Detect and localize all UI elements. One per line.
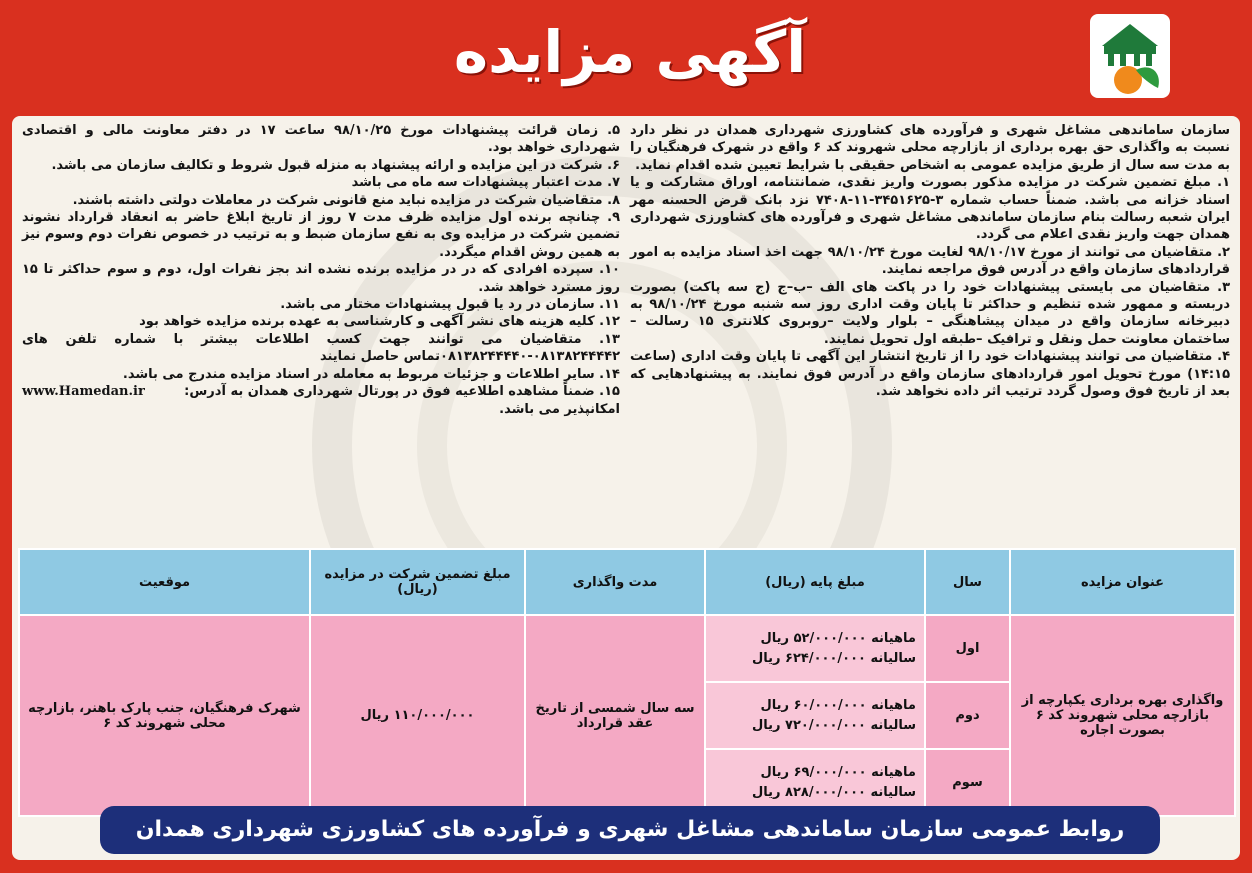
condition-7: ۷. مدت اعتبار پیشنهادات سه ماه می باشد bbox=[351, 175, 620, 191]
intro-paragraph: سازمان ساماندهی مشاغل شهری و فرآورده های کشاورزی شهرداری همدان در نظر دارد نسبت به واگذاری حق بهره برداری از بازارچه محلی شهروند کد ۶ واقع در شهرک فرهنگیان را به مدت سه سال از طریق مزایده عمومی به اشخاص حقیقی با شرایط تعیین شده اقدام نماید. bbox=[630, 123, 1231, 173]
year-cell: سوم bbox=[925, 749, 1010, 816]
monthly-amount: ماهیانه ۶۹/۰۰۰/۰۰۰ ریال bbox=[760, 764, 916, 780]
condition-1: ۱. مبلغ تضمین شرکت در مزایده مذکور بصورت واریز نقدی، ضمانتنامه، اوراق مشارکت و یا اسناد خزانه می باشد. ضمناً حساب شماره ۳-۳۴۵۱۶۲۵-۱۱-۷۴۰۸ نزد بانک قرض الحسنه مهر ایران شعبه رسالت بنام سازمان ساماندهی مشاغل شهری و فرآورده های کشاورزی شهرداری همدان جهت واریز نقدی اعلام می گردد. bbox=[630, 175, 1230, 243]
year-cell: دوم bbox=[925, 682, 1010, 749]
guarantee-cell: ۱۱۰/۰۰۰/۰۰۰ ریال bbox=[310, 615, 525, 816]
monthly-amount: ماهیانه ۶۰/۰۰۰/۰۰۰ ریال bbox=[760, 697, 916, 713]
condition-6: ۶. شرکت در این مزایده و ارائه پیشنهاد به منزله قبول شروط و تکالیف سازمان می باشد. bbox=[51, 157, 620, 173]
table-header-row bbox=[19, 549, 1235, 615]
header-auction-title: عنوان مزایده bbox=[1010, 549, 1235, 615]
condition-13: ۱۳. متقاضیان می توانند جهت کسب اطلاعات بیشتر با شماره تلفن های ۰۸۱۳۸۲۴۴۴۴۲-۰۸۱۳۸۲۴۴۴۴۰تماس حاصل نمایند bbox=[22, 331, 620, 365]
website-link[interactable]: www.Hamedan.ir bbox=[22, 384, 145, 400]
header bbox=[0, 0, 1252, 118]
auction-title-cell: واگذاری بهره برداری یکپارچه از بازارچه محلی شهروند کد ۶ بصورت اجاره bbox=[1010, 615, 1235, 816]
table-row bbox=[19, 615, 1235, 682]
condition-15-text: ۱۵. ضمناً مشاهده اطلاعیه فوق در پورتال شهرداری همدان به آدرس: bbox=[184, 384, 620, 400]
condition-14: ۱۴. سایر اطلاعات و جزئیات مربوط به معامله در اسناد مزایده مندرج می باشد. bbox=[122, 366, 620, 382]
yearly-amount: سالیانه ۸۲۸/۰۰۰/۰۰۰ ریال bbox=[751, 784, 916, 800]
auction-table bbox=[18, 548, 1236, 817]
yearly-amount: سالیانه ۶۲۴/۰۰۰/۰۰۰ ریال bbox=[751, 650, 916, 666]
condition-8: ۸. متقاضیان شرکت در مزایده نباید منع قانونی شرکت در معاملات دولتی داشته باشند. bbox=[72, 192, 620, 208]
monthly-amount: ماهیانه ۵۲/۰۰۰/۰۰۰ ریال bbox=[760, 630, 916, 646]
condition-4: ۴. متقاضیان می توانند پیشنهادات خود را از تاریخ انتشار این آگهی تا پایان وقت اداری (ساعت ۱۴:۱۵) مورخ تحویل امور قراردادهای سازمان واقع در آدرس فوق نمایند. به پیشنهادهایی که بعد از تاریخ فوق وصول گردد ترتیب اثر داده نخواهد شد. bbox=[630, 349, 1230, 400]
year-cell: اول bbox=[925, 615, 1010, 682]
notice-body bbox=[12, 116, 1240, 860]
page-title: آگهی مزایده bbox=[453, 18, 807, 86]
yearly-amount: سالیانه ۷۲۰/۰۰۰/۰۰۰ ریال bbox=[751, 717, 916, 733]
condition-12: ۱۲. کلیه هزینه های نشر آگهی و کارشناسی به عهده برنده مزایده خواهد بود bbox=[139, 314, 620, 330]
condition-9: ۹. چنانچه برنده اول مزایده ظرف مدت ۷ روز از تاریخ ابلاغ حاضر به انعقاد قرارداد نشوند تضمین شرکت در مزایده وی به نفع سازمان ضبط و به ترتیب در خصوص نفرات دوم وسوم نیز به همین روش اقدام میگردد. bbox=[22, 210, 621, 260]
header-duration: مدت واگذاری bbox=[525, 549, 705, 615]
header-base-amount: مبلغ پایه (ریال) bbox=[705, 549, 925, 615]
header-location: موقعیت bbox=[19, 549, 310, 615]
base-amount-cell bbox=[705, 615, 925, 682]
footer-banner: روابط عمومی سازمان ساماندهی مشاغل شهری و فرآورده های کشاورزی شهرداری همدان bbox=[100, 806, 1160, 854]
condition-5: ۵. زمان قرائت پیشنهادات مورخ ۹۸/۱۰/۲۵ ساعت ۱۷ در دفتر معاونت مالی و اقتصادی شهرداری خواهد بود. bbox=[22, 123, 620, 156]
header-year: سال bbox=[925, 549, 1010, 615]
conditions-left-column bbox=[22, 122, 620, 418]
condition-15 bbox=[22, 383, 620, 418]
organization-logo bbox=[1088, 12, 1172, 100]
condition-11: ۱۱. سازمان در رد یا قبول پیشنهادات مختار می باشد. bbox=[280, 297, 620, 313]
condition-15-ending: امکانپذیر می باشد. bbox=[499, 401, 620, 417]
conditions-right-column bbox=[630, 122, 1230, 401]
base-amount-cell bbox=[705, 682, 925, 749]
location-cell: شهرک فرهنگیان، جنب پارک باهنر، بازارچه محلی شهروند کد ۶ bbox=[19, 615, 310, 816]
condition-2: ۲. متقاضیان می توانند از مورخ ۹۸/۱۰/۱۷ لغایت مورخ ۹۸/۱۰/۲۴ جهت اخذ اسناد مزایده به امور قراردادهای سازمان واقع در آدرس فوق مراجعه نمایند. bbox=[630, 244, 1230, 278]
condition-3: ۳. متقاضیان می بایستی پیشنهادات خود را در پاکت های الف –ب–ج (ج سه پاکت) بصورت دربسته و ممهور شده تنظیم و حداکثر تا پایان وقت اداری روز سه شنبه مورخ ۹۸/۱۰/۲۴ به دبیرخانه سازمان واقع در میدان پیشاهنگی – بلوار ولایت –روبروی کلانتری ۱۵ رسالت –ساختمان معاونت حمل ونقل و ترافیک –طبقه اول تحویل نمایند. bbox=[630, 279, 1230, 347]
duration-cell: سه سال شمسی از تاریخ عقد قرارداد bbox=[525, 615, 705, 816]
condition-10: ۱۰. سپرده افرادی که در در مزایده برنده نشده اند بجز نفرات اول، دوم و سوم حداکثر تا ۱۵ روز مسترد خواهد شد. bbox=[22, 262, 620, 295]
header-guarantee: مبلغ تضمین شرکت در مزایده (ریال) bbox=[310, 549, 525, 615]
